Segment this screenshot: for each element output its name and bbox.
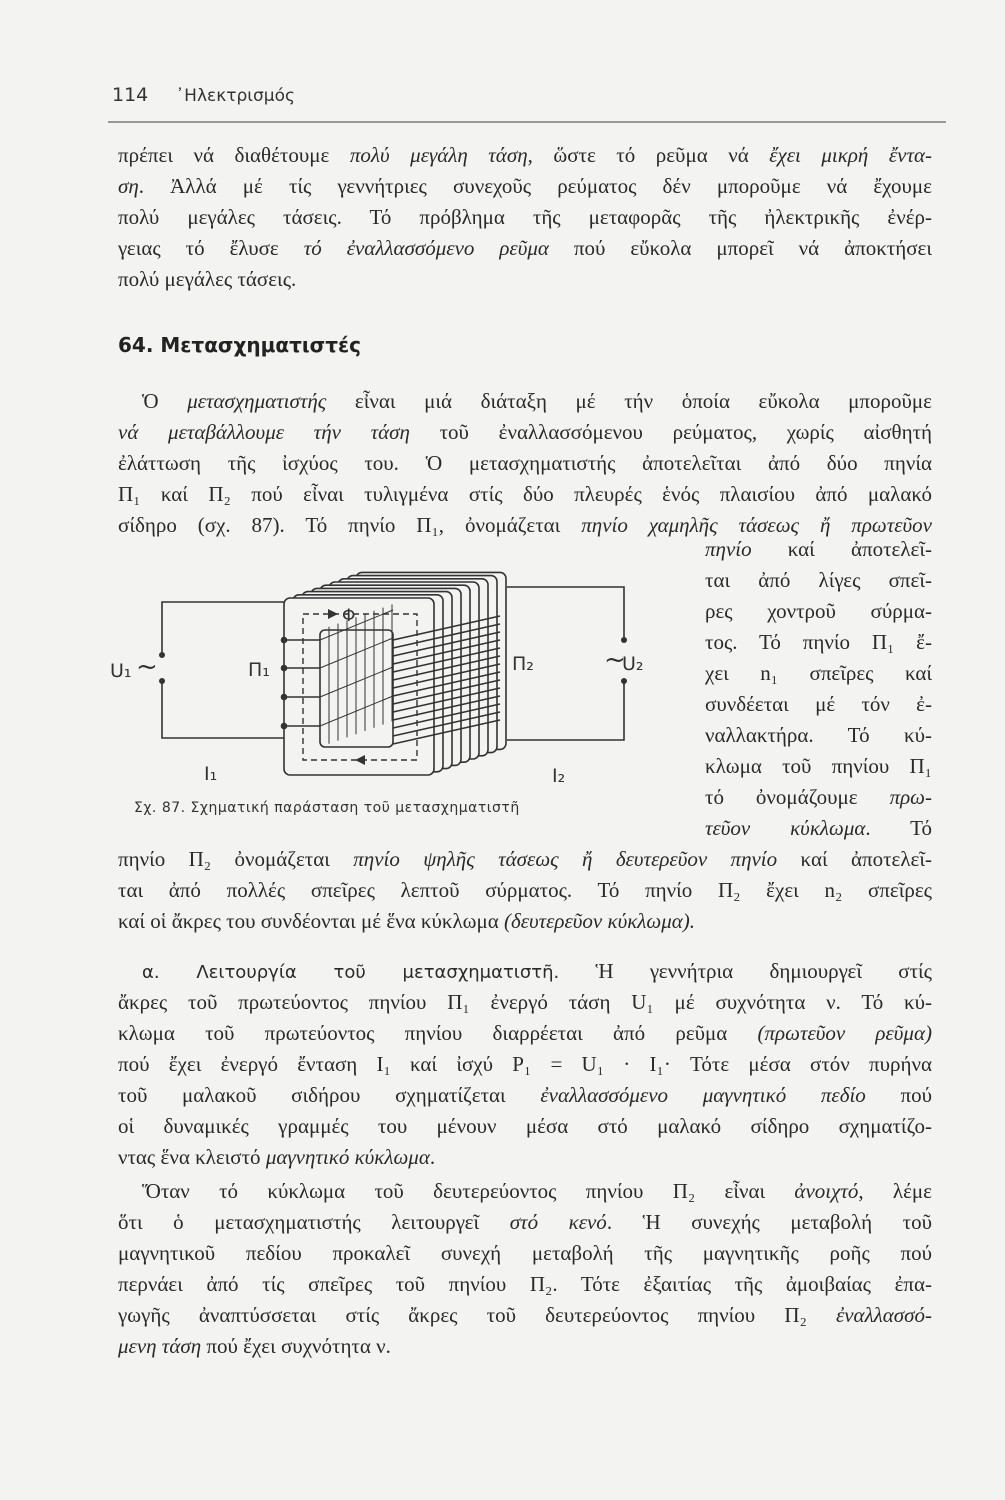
text-run: , ὥστε τό ρεῦμα νά [527,143,770,167]
text-run: πρέπει νά διαθέτουμε [118,143,350,167]
italic-text: τεῦον κύκλωμα [705,816,866,840]
text-run: . Ἀλλά μέ τίς γεννήτριες συνεχοῦς ρεύματος δέν μποροῦμε νά ἔχουμε [138,174,932,198]
label-u1: U₁ [110,660,132,682]
text-run: τοῦ μαλακοῦ σιδήρου σχηματίζεται [118,1083,541,1107]
text-run: Ὁ [142,389,188,413]
text-run: ται ἀπό πολλές σπεῖρες λεπτοῦ σύρματος. Τό πηνίο Π₂ ἔχει n₂ σπεῖρες [118,878,932,902]
label-u2: U₂ [622,653,644,675]
text-run: πολύ μεγάλες τάσεις. Τό πρόβλημα τῆς μεταφορᾶς τῆς ἠλεκτρικῆς ἐνέρ- [118,205,932,229]
section-heading: 64. Μετασχηματιστές [118,333,361,357]
italic-text: στό κενό [509,1210,607,1234]
text-run: γωγῆς ἀναπτύσσεται στίς ἄκρες τοῦ δευτερεύοντος πηνίου Π₂ [118,1303,836,1327]
italic-text: ση [118,174,139,198]
italic-text: μαγνητικό κύκλωμα [265,1145,430,1169]
italic-text: ἐναλλασσό- [835,1303,932,1327]
text-run: συνδέεται μέ τόν ἐ- [705,692,932,716]
italic-text: μενη τάση [118,1334,202,1358]
text-run: καί οἱ ἄκρες του συνδέονται μέ ἕνα κύκλωμα [118,909,504,933]
italic-text: ἐναλλασσόμενο μαγνητικό πεδίο [540,1083,866,1107]
subsection-heading: α. Λειτουργία τοῦ μετασχηματιστῆ. [142,962,560,983]
italic-text: μετασχηματιστής [187,389,327,413]
winding-dot [282,638,287,643]
text-run: περνάει ἀπό τίς σπεῖρες τοῦ πηνίου Π₂. Τότε ἐξαιτίας τῆς ἀμοιβαίας ἐπα- [118,1272,932,1296]
text-run: . Ἡ συνεχής μεταβολή τοῦ [606,1210,932,1234]
text-run: ναλλακτήρα. Τό κύ- [705,723,932,747]
text-run: πηνίο Π₂ ὀνομάζεται [118,847,354,871]
text-run: Π₁ καί Π₂ πού εἶναι τυλιγμένα στίς δύο πλευρές ἑνός πλαισίου ἀπό μαλακό [118,482,932,506]
text-run: τοῦ ἐναλλασσόμενου ρεύματος, χωρίς αἰσθητή [409,420,932,444]
figure-caption: Σχ. 87. Σχηματική παράσταση τοῦ μετασχηματιστῆ [134,800,520,816]
text-run: Ἡ γεννήτρια δημιουργεῖ στίς [559,959,932,983]
italic-text: τό ἐναλλασσόμενο ρεῦμα [303,236,549,260]
winding-dot [282,724,287,729]
text-run: καί ἀποτελεῖ- [751,537,932,561]
label-p2: Π₂ [512,653,534,675]
italic-text: πηνίο [705,537,752,561]
text-run: μαγνητικοῦ πεδίου προκαλεῖ συνεχή μεταβολή τῆς μαγνητικῆς ροῆς πού [118,1241,932,1265]
ac-source-icon: ~ [136,652,158,682]
text-run: . Τό [865,816,932,840]
italic-text: πρω- [889,785,932,809]
text-run: . [429,1145,436,1169]
italic-text: (πρωτεῦον ρεῦμα) [757,1021,932,1045]
label-i2: I₂ [552,765,566,787]
text-run: ἐλάττωση τῆς ἰσχύος του. Ὁ μετασχηματιστής ἀποτελεῖται ἀπό δύο πηνία [118,451,932,475]
italic-text: νά μεταβάλλουμε τήν τάση [118,420,410,444]
text-run: κλωμα τοῦ πρωτεύοντος πηνίου διαρρέεται ἀπό ρεῦμα [118,1021,758,1045]
text-run: , λέμε [858,1179,932,1203]
text-run: πού ἔχει συχνότητα ν. [201,1334,391,1358]
label-p1: Π₁ [248,659,270,681]
italic-text: ἀνοιχτό [794,1179,859,1203]
text-run: σίδηρο (σχ. 87). Τό πηνίο Π₁, ὀνομάζεται [118,513,582,537]
text-run: κλωμα τοῦ πηνίου Π₁ [705,754,932,778]
text-run: πού ἔχει ἐνεργό ἔνταση I₁ καί ἰσχύ P₁ = U₁ · I₁· Τότε μέσα στόν πυρήνα [118,1052,932,1076]
iron-core [282,572,507,775]
text-run: χει n₁ σπεῖρες καί [705,661,932,685]
text-run: ὅτι ὁ μετασχηματιστής λειτουργεῖ [118,1210,510,1234]
text-run: πού εὔκολα μπορεῖ νά ἀποκτήσει [548,236,932,260]
italic-text: (δευτερεῦον κύκλωμα). [503,909,696,933]
page-number: 114 [112,84,149,106]
text-run: οἱ δυναμικές γραμμές του μένουν μέσα στό μαλακό σίδηρο σχηματίζο- [118,1114,932,1138]
text-run: ἄκρες τοῦ πρωτεύοντος πηνίου Π₁ ἐνεργό τάση U₁ μέ συχνότητα ν. Τό κύ- [118,990,932,1014]
text-run: ται ἀπό λίγες σπεῖ- [705,568,932,592]
text-run: γειας τό ἔλυσε [118,236,304,260]
text-run: εἶναι μιά διάταξη μέ τήν ὁποία εὔκολα μποροῦμε [326,389,932,413]
winding-dot [282,666,287,671]
text-run: καί ἀποτελεῖ- [777,847,932,871]
label-i1: I₁ [204,763,218,785]
winding-dot [282,695,287,700]
running-title: ᾽Ηλεκτρισμός [175,86,295,106]
label-phi: Φ [342,606,356,626]
ac-output-icon: ~ [604,645,626,675]
text-run: τος. Τό πηνίο Π₁ ἔ- [705,630,932,654]
italic-text: πηνίο χαμηλῆς τάσεως ἤ πρωτεῦον [581,513,932,537]
text-run: ρες χοντροῦ σύρμα- [705,599,932,623]
italic-text: πολύ μεγάλη τάση [349,143,528,167]
text-run: πολύ μεγάλες τάσεις. [118,267,297,291]
text-run: πού [865,1083,932,1107]
text-run: ντας ἕνα κλειστό [118,1145,266,1169]
text-run: τό ὀνομάζουμε [705,785,890,809]
italic-text: πηνίο ψηλῆς τάσεως ἤ δευτερεῦον πηνίο [353,847,778,871]
italic-text: ἔχει μικρή ἔντα- [769,143,932,167]
text-run: Ὅταν τό κύκλωμα τοῦ δευτερεύοντος πηνίου Π₂ εἶναι [142,1179,795,1203]
